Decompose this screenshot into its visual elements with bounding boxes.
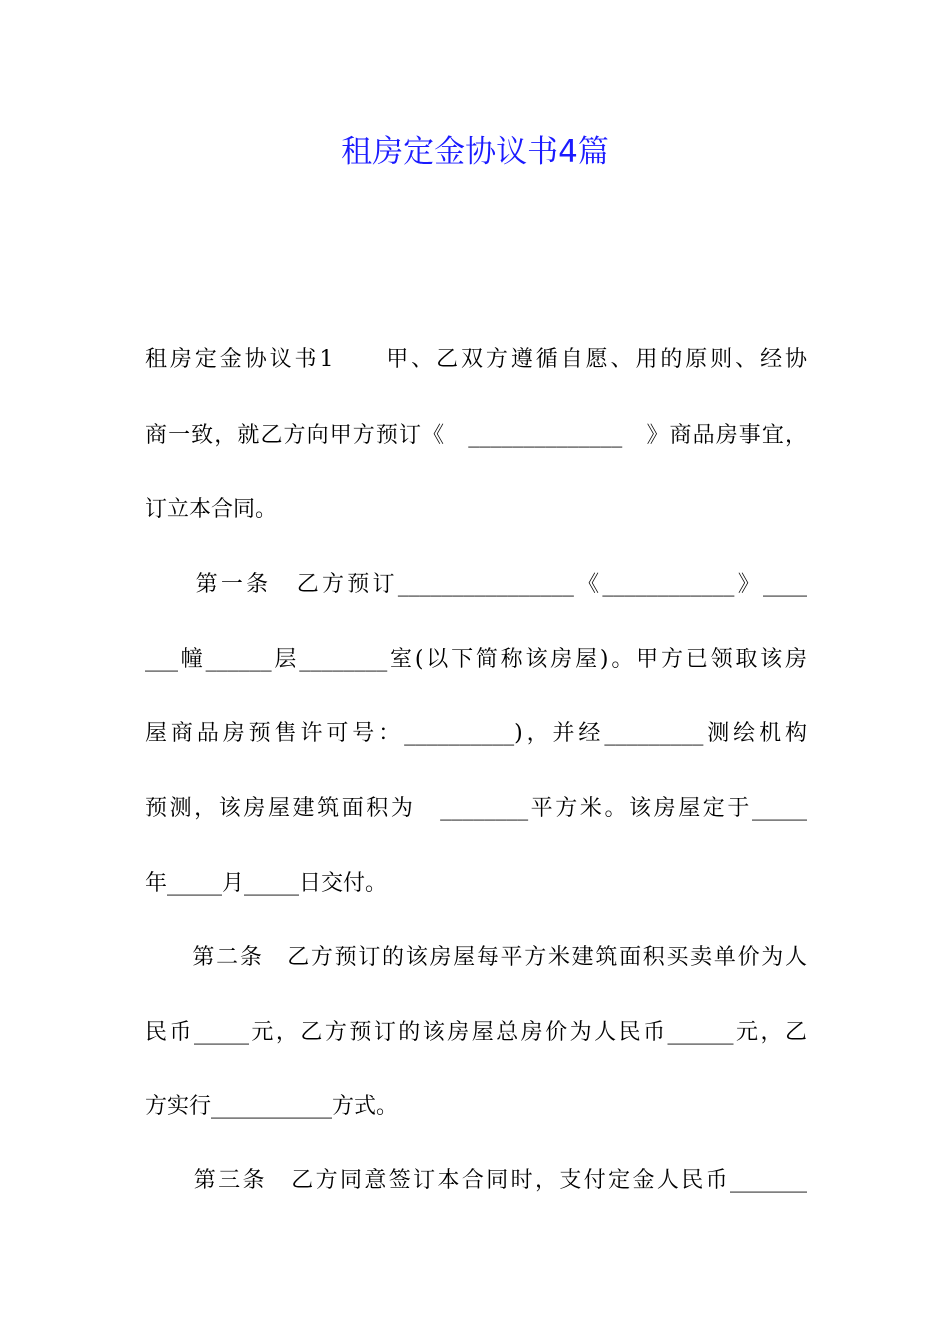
paragraph-line: 第三条 乙方同意签订本合同时，支付定金人民币_______: [145, 1168, 807, 1193]
paragraph-line: 第一条 乙方预订________________《____________》____: [145, 572, 807, 597]
paragraph-line: 第二条 乙方预订的该房屋每平方米建筑面积买卖单价为人: [145, 945, 807, 970]
document-title: 租房定金协议书4篇: [341, 134, 609, 170]
paragraph-line: 方实行___________方式。: [145, 1094, 399, 1119]
paragraph-line: 订立本合同。: [145, 497, 278, 522]
paragraph-line: 预测，该房屋建筑面积为 ________平方米。该房屋定于_____: [145, 796, 807, 821]
paragraph-line: 年_____月_____日交付。: [145, 871, 388, 896]
paragraph-line: 屋商品房预售许可号：__________)，并经_________测绘机构: [145, 721, 807, 746]
paragraph-line: 商一致，就乙方向甲方预订《 ______________ 》商品房事宜，: [145, 423, 807, 448]
paragraph-line: ___幢______层________室(以下简称该房屋)。甲方已领取该房: [145, 647, 807, 672]
paragraph-line: 民币_____元，乙方预订的该房屋总房价为人民币______元，乙: [145, 1020, 807, 1045]
paragraph-line: 租房定金协议书1 甲、乙双方遵循自愿、用的原则、经协: [145, 347, 807, 372]
